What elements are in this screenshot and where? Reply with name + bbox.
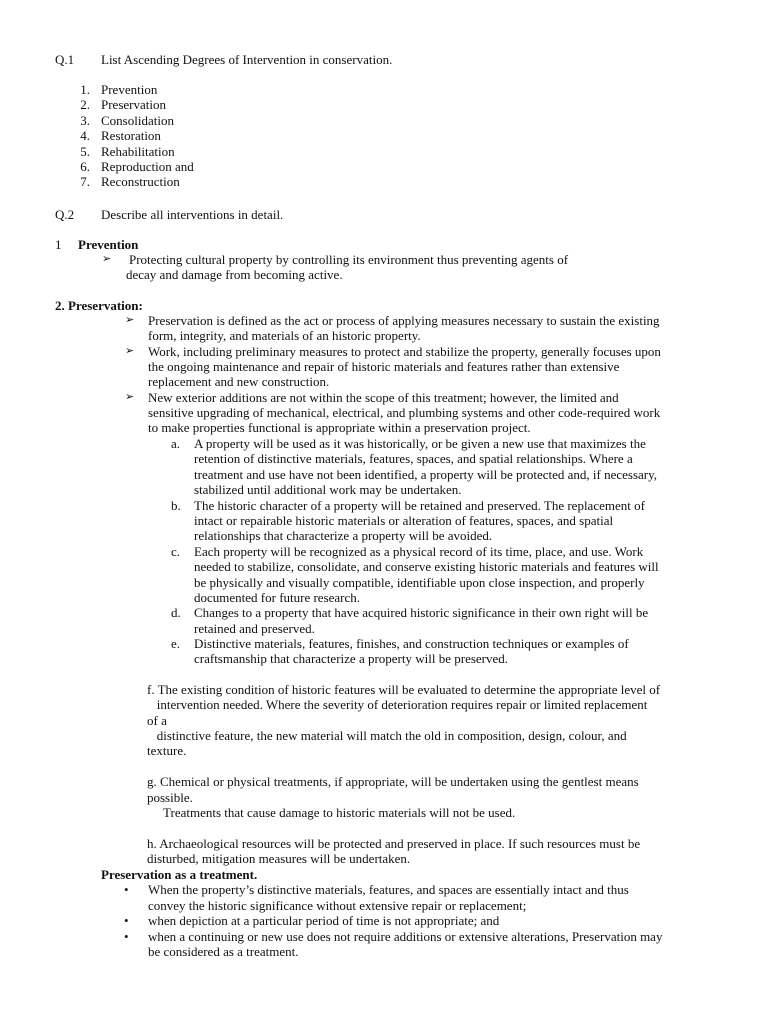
list-number: 2. — [80, 97, 90, 113]
paragraph-g-line: Treatments that cause damage to historic materials will not be used. — [147, 805, 516, 820]
lettered-line: The historic character of a property will be retained and preserved. The replacement of — [194, 498, 645, 513]
lettered-line: treatment and use have not been identified, a property will be protected and, if necessary, — [194, 467, 658, 482]
preservation-bullet-line: Work, including preliminary measures to protect and stabilize the property, generally focuses upon — [148, 344, 661, 359]
paragraph-f-line: distinctive feature, the new material will match the old in composition, design, colour, and — [147, 728, 627, 743]
paragraph-g-line: possible. — [147, 790, 193, 805]
lettered-line: intact or repairable historic materials or alteration of features, spaces, and spatial — [194, 513, 614, 528]
preservation-bullet-line: Preservation is defined as the act or process of applying measures necessary to sustain the existing — [148, 313, 660, 328]
list-number: 7. — [80, 174, 90, 190]
preservation-bullet-line: replacement and new construction. — [148, 374, 330, 389]
prevention-heading: Prevention — [78, 237, 139, 252]
lettered-line: stabilized until additional work may be undertaken. — [194, 482, 462, 497]
lettered-line: A property will be used as it was historically, or be given a new use that maximizes the — [194, 436, 646, 451]
lettered-line: relationships that characterize a property will be avoided. — [194, 528, 493, 543]
preservation-bullet-line: form, integrity, and materials of an historic property. — [148, 328, 421, 343]
list-number: 6. — [80, 159, 90, 174]
paragraph-f-line: intervention needed. Where the severity of deterioration requires repair or limited replacement — [147, 697, 648, 712]
list-number: 3. — [80, 112, 90, 128]
arrow-bullet-icon: ➢ — [125, 345, 135, 357]
prevention-number: 1 — [55, 237, 62, 252]
paragraph-h-line: h. Archaeological resources will be protected and preserved in place. If such resources must be — [147, 836, 641, 851]
treatment-line: When the property’s distinctive materials, features, and spaces are essentially intact and thus — [148, 882, 629, 897]
lettered-marker: d. — [171, 605, 181, 620]
lettered-line: be physically and visually compatible, identifiable upon close inspection, and properly — [194, 575, 645, 590]
prevention-line: decay and damage from becoming active. — [126, 267, 343, 282]
question-1-text: List Ascending Degrees of Intervention in conservation. — [101, 52, 393, 67]
arrow-bullet-icon: ➢ — [102, 253, 112, 265]
list-text: Reproduction and — [101, 159, 194, 174]
preservation-bullet-line: New exterior additions are not within the scope of this treatment; however, the limited and — [148, 390, 619, 405]
arrow-bullet-icon: ➢ — [125, 314, 135, 326]
list-text: Preservation — [101, 97, 166, 113]
prevention-line: Protecting cultural property by controlling its environment thus preventing agents of — [129, 252, 569, 267]
lettered-marker: e. — [171, 636, 181, 651]
treatment-heading: Preservation as a treatment. — [101, 867, 258, 882]
lettered-marker: c. — [171, 544, 181, 559]
list-text: Reconstruction — [101, 174, 180, 190]
preservation-heading: 2. Preservation: — [55, 298, 143, 313]
bullet-icon: • — [124, 913, 129, 928]
list-text: Consolidation — [101, 112, 174, 128]
lettered-line: Each property will be recognized as a physical record of its time, place, and use. Work — [194, 544, 644, 559]
lettered-marker: a. — [171, 436, 181, 451]
question-1-label: Q.1 — [55, 52, 75, 67]
paragraph-f-line: f. The existing condition of historic features will be evaluated to determine the appropriate level of — [147, 682, 661, 697]
preservation-bullet-line: sensitive upgrading of mechanical, electrical, and plumbing systems and other code-required work — [148, 405, 661, 420]
question-2-label: Q.2 — [55, 207, 75, 222]
lettered-line: needed to stabilize, consolidate, and conserve existing historic materials and features will — [194, 559, 659, 574]
bullet-icon: • — [124, 882, 129, 897]
treatment-line: when depiction at a particular period of time is not appropriate; and — [148, 913, 500, 928]
paragraph-g-line: g. Chemical or physical treatments, if appropriate, will be undertaken using the gentlest means — [147, 774, 639, 789]
question-1 — [55, 52, 74, 67]
bullet-icon: • — [124, 929, 129, 944]
question-2-text: Describe all interventions in detail. — [101, 207, 284, 222]
list-text: Restoration — [101, 128, 161, 144]
list-number: 4. — [80, 128, 90, 144]
lettered-line: Changes to a property that have acquired historic significance in their own right will be — [194, 605, 649, 620]
paragraph-f-line: of a — [147, 713, 167, 728]
treatment-line: when a continuing or new use does not require additions or extensive alterations, Preservation may — [148, 929, 663, 944]
preservation-bullet-line: to make properties functional is appropriate within a preservation project. — [148, 420, 531, 435]
lettered-line: documented for future research. — [194, 590, 361, 605]
list-number: 5. — [80, 143, 90, 159]
lettered-line: Distinctive materials, features, finishes, and construction techniques or examples of — [194, 636, 629, 651]
lettered-line: retention of distinctive materials, features, spaces, and spatial relationships. Where a — [194, 451, 633, 466]
lettered-line: craftsmanship that characterize a property will be preserved. — [194, 651, 509, 666]
treatment-line: be considered as a treatment. — [148, 944, 299, 959]
treatment-line: convey the historic significance without extensive repair or replacement; — [148, 898, 527, 913]
list-number: 1. — [80, 82, 90, 97]
paragraph-h-line: disturbed, mitigation measures will be undertaken. — [147, 851, 411, 866]
list-text: Prevention — [101, 82, 158, 97]
lettered-line: retained and preserved. — [194, 621, 315, 636]
paragraph-f-line: texture. — [147, 743, 187, 758]
list-text: Rehabilitation — [101, 143, 175, 159]
preservation-bullet-line: the ongoing maintenance and repair of historic materials and features rather than extensive — [148, 359, 620, 374]
arrow-bullet-icon: ➢ — [125, 391, 135, 403]
lettered-marker: b. — [171, 498, 181, 513]
